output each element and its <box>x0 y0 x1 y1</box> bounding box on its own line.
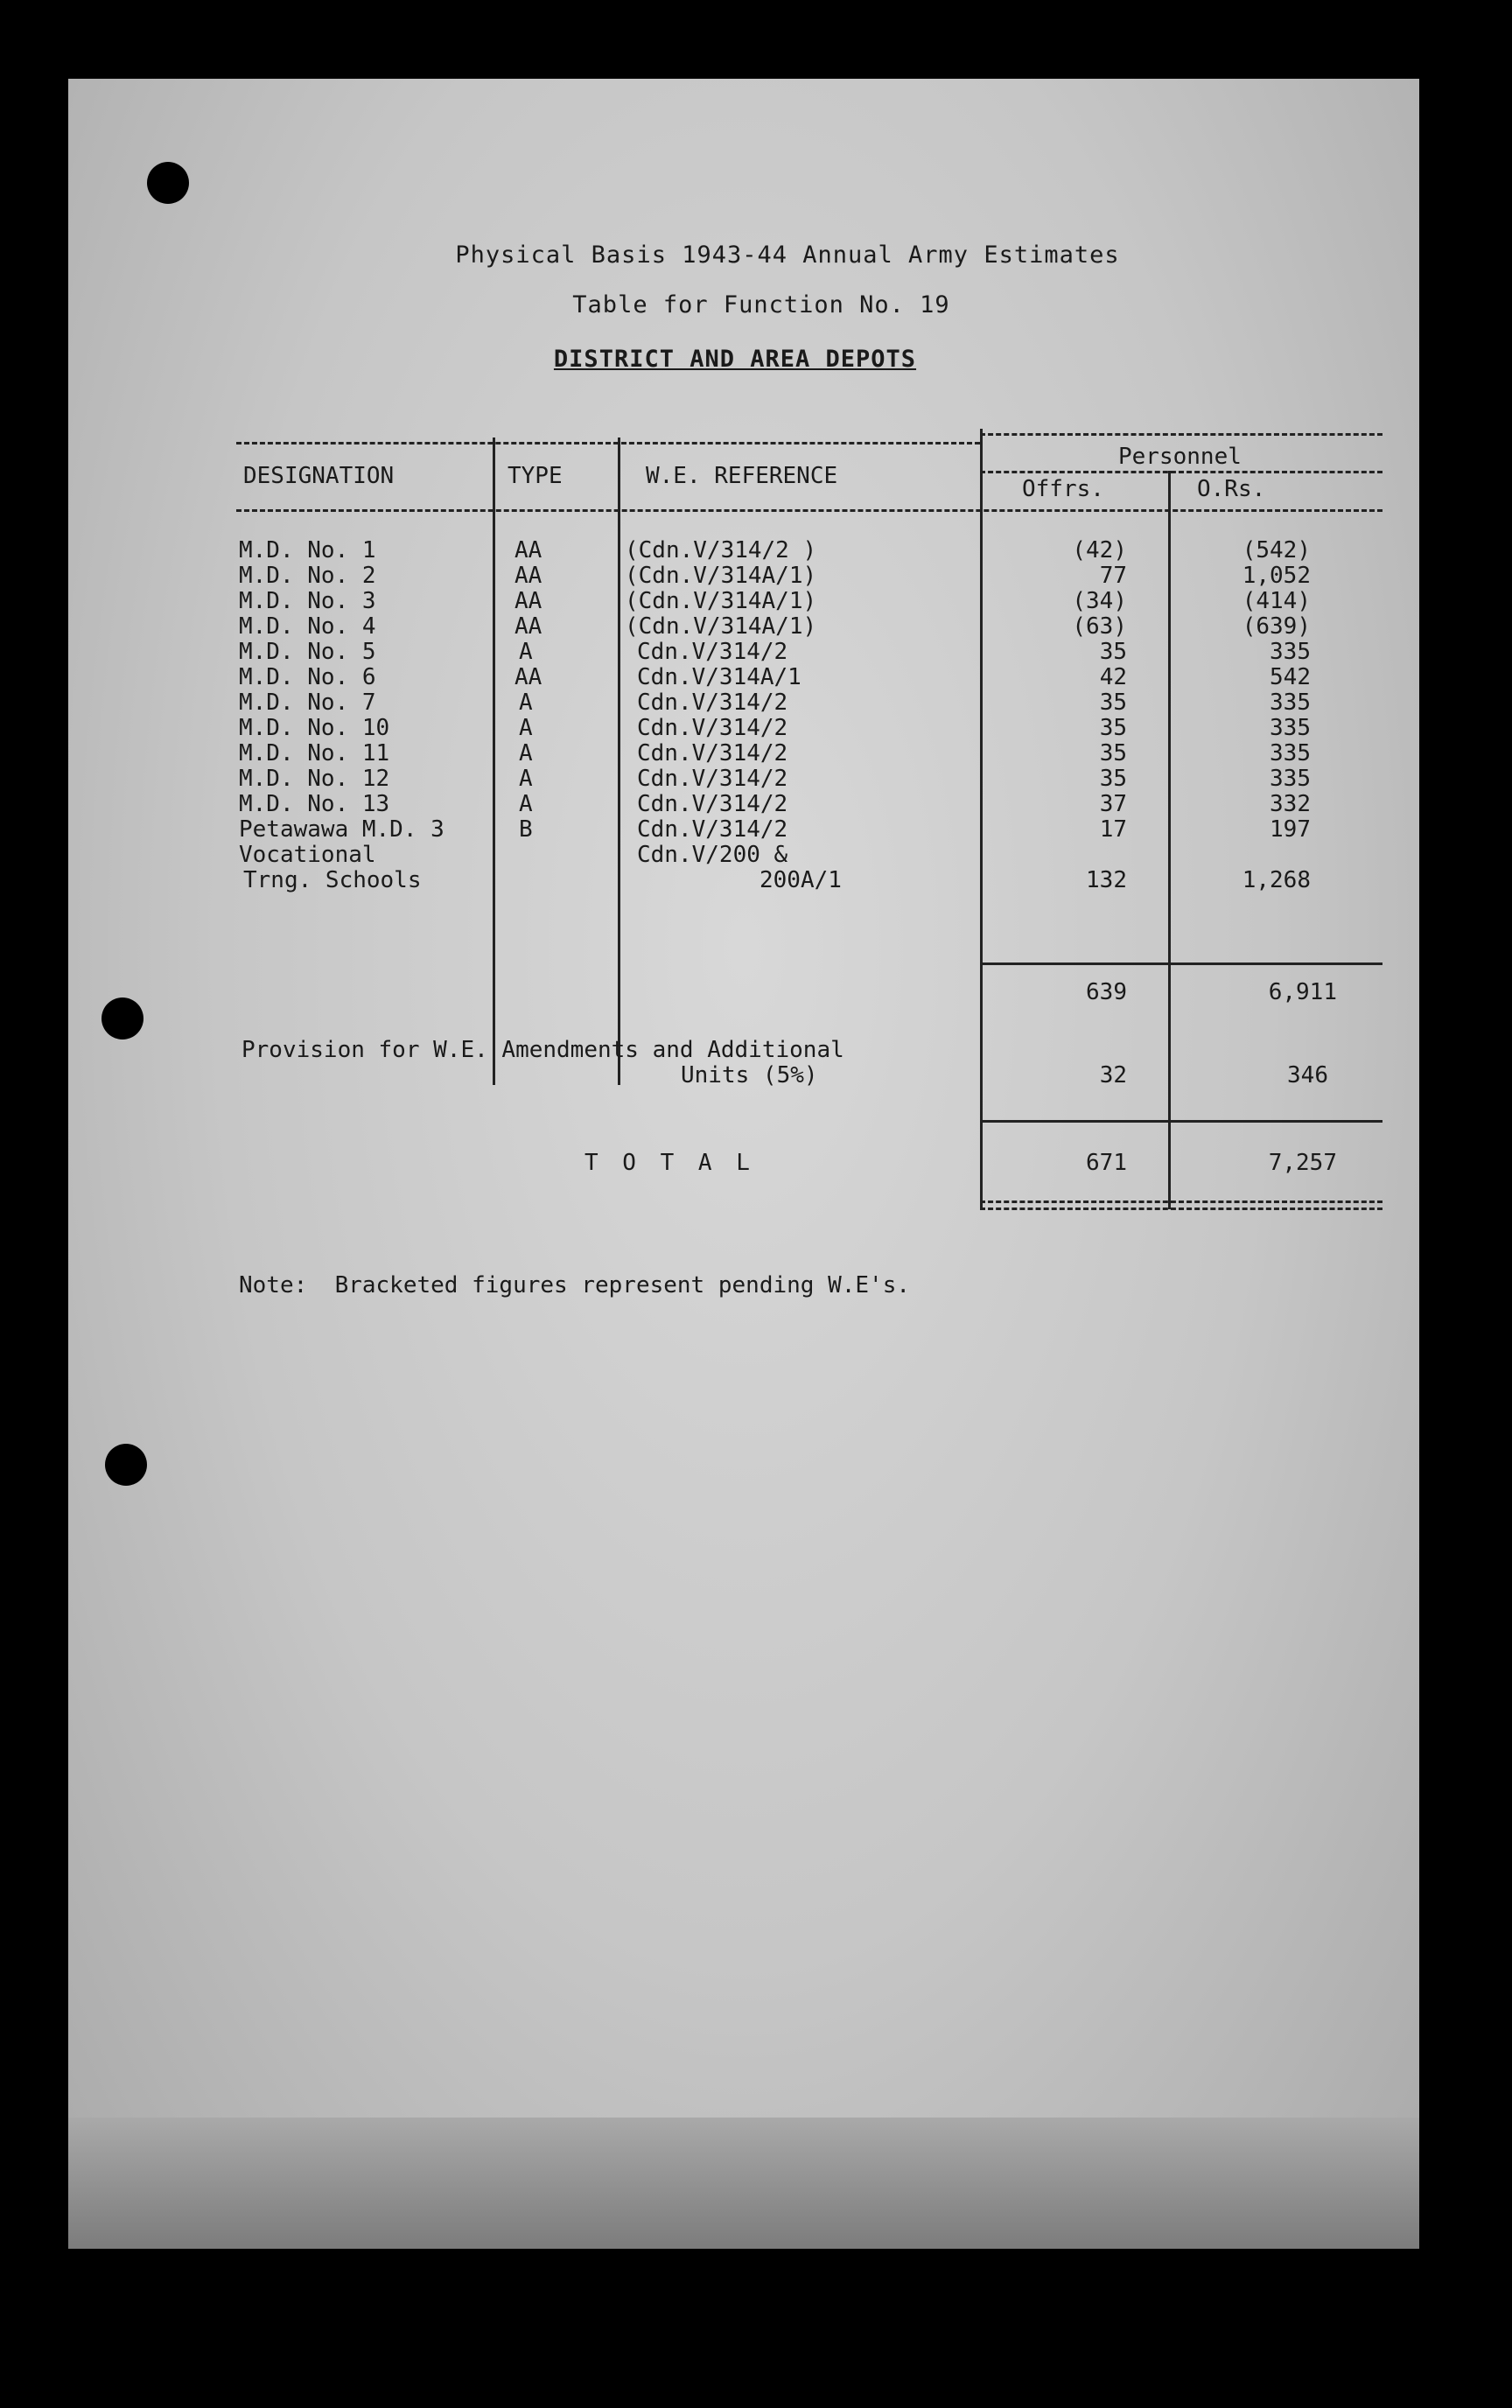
row-type: AA <box>514 588 542 614</box>
row-ors: (414) <box>1242 588 1311 614</box>
subtotal-rule <box>980 962 1382 965</box>
row-type: A <box>519 690 533 716</box>
row-offrs: (34) <box>1072 588 1127 614</box>
row-designation: M.D. No. 3 <box>239 588 376 614</box>
punch-hole-top <box>147 162 189 204</box>
row-type: A <box>519 791 533 817</box>
document-heading: DISTRICT AND AREA DEPOTS <box>553 346 917 373</box>
row-ors: 197 <box>1270 816 1311 843</box>
provision-ors: 346 <box>1287 1062 1328 1088</box>
row-offrs: 35 <box>1099 690 1127 716</box>
row-designation: M.D. No. 6 <box>239 664 376 690</box>
row-reference: (Cdn.V/314/2 ) <box>625 537 817 564</box>
row-offrs: 42 <box>1099 664 1127 690</box>
row-type: A <box>519 639 533 665</box>
row-type: AA <box>514 537 542 564</box>
row-offrs: (63) <box>1072 613 1127 640</box>
row-offrs: 77 <box>1099 563 1127 589</box>
row-designation: M.D. No. 7 <box>239 690 376 716</box>
document-note: Note: Bracketed figures represent pending W.E's. <box>239 1272 911 1298</box>
row-ors: 335 <box>1270 639 1311 665</box>
row-designation: M.D. No. 1 <box>239 537 376 564</box>
row-offrs: 35 <box>1099 715 1127 741</box>
row-designation: M.D. No. 5 <box>239 639 376 665</box>
row-designation: M.D. No. 13 <box>239 791 390 817</box>
row-designation: Petawawa M.D. 3 <box>239 816 444 843</box>
header-offrs: Offrs. <box>1022 476 1104 502</box>
row-reference: 200A/1 <box>760 867 842 893</box>
row-reference: Cdn.V/314/2 <box>637 690 788 716</box>
row-reference: Cdn.V/314A/1 <box>637 664 802 690</box>
row-ors: 332 <box>1270 791 1311 817</box>
row-reference: Cdn.V/314/2 <box>637 791 788 817</box>
row-type: A <box>519 715 533 741</box>
punch-hole-middle <box>102 998 144 1040</box>
table-top-rule-right <box>980 433 1382 436</box>
total-double-rule-2 <box>980 1208 1382 1210</box>
provision-label-line1: Provision for W.E. Amendments and Additional <box>242 1037 844 1063</box>
column-divider-ors <box>1168 471 1171 1209</box>
subtotal-ors: 6,911 <box>1268 979 1337 1005</box>
row-designation: M.D. No. 2 <box>239 563 376 589</box>
document-title: Physical Basis 1943-44 Annual Army Estimates <box>455 242 1120 269</box>
total-label: T O T A L <box>584 1150 755 1176</box>
row-reference: (Cdn.V/314A/1) <box>625 613 817 640</box>
row-offrs: 35 <box>1099 766 1127 792</box>
row-type: A <box>519 766 533 792</box>
row-ors: (542) <box>1242 537 1311 564</box>
row-ors: 335 <box>1270 715 1311 741</box>
total-offrs: 671 <box>1086 1150 1127 1176</box>
row-designation: M.D. No. 11 <box>239 740 390 766</box>
header-bottom-rule <box>236 509 1382 512</box>
row-ors: 1,052 <box>1242 563 1311 589</box>
row-offrs: 132 <box>1086 867 1127 893</box>
row-type: AA <box>514 613 542 640</box>
row-reference: (Cdn.V/314A/1) <box>625 563 817 589</box>
row-offrs: (42) <box>1072 537 1127 564</box>
provision-offrs: 32 <box>1099 1062 1127 1088</box>
row-ors: 1,268 <box>1242 867 1311 893</box>
provision-label-line2: Units (5%) <box>681 1062 818 1088</box>
total-double-rule-1 <box>980 1200 1382 1203</box>
row-type: A <box>519 740 533 766</box>
column-divider-reference <box>618 438 620 1085</box>
row-reference: Cdn.V/314/2 <box>637 740 788 766</box>
column-divider-personnel <box>980 429 983 1209</box>
table-top-rule <box>236 442 980 444</box>
row-designation: Trng. Schools <box>243 867 422 893</box>
header-personnel: Personnel <box>1118 444 1242 470</box>
row-ors: 335 <box>1270 740 1311 766</box>
document-subtitle: Table for Function No. 19 <box>572 291 950 318</box>
row-type: AA <box>514 563 542 589</box>
row-ors: 335 <box>1270 766 1311 792</box>
row-ors: (639) <box>1242 613 1311 640</box>
row-designation: M.D. No. 10 <box>239 715 390 741</box>
column-divider-type <box>493 438 495 1085</box>
header-ors: O.Rs. <box>1197 476 1266 502</box>
row-reference: Cdn.V/314/2 <box>637 715 788 741</box>
header-we-reference: W.E. REFERENCE <box>646 463 838 489</box>
row-offrs: 35 <box>1099 740 1127 766</box>
row-designation: M.D. No. 12 <box>239 766 390 792</box>
row-ors: 542 <box>1270 664 1311 690</box>
header-type: TYPE <box>508 463 563 489</box>
row-ors: 335 <box>1270 690 1311 716</box>
row-designation: M.D. No. 4 <box>239 613 376 640</box>
total-ors: 7,257 <box>1268 1150 1337 1176</box>
header-designation: DESIGNATION <box>243 463 395 489</box>
personnel-sub-rule <box>980 471 1382 473</box>
row-reference: Cdn.V/314/2 <box>637 816 788 843</box>
row-type: AA <box>514 664 542 690</box>
row-designation: Vocational <box>239 842 376 868</box>
row-offrs: 37 <box>1099 791 1127 817</box>
subtotal-offrs: 639 <box>1086 979 1127 1005</box>
row-reference: Cdn.V/314/2 <box>637 766 788 792</box>
scan-shadow-band <box>68 2118 1419 2249</box>
row-offrs: 35 <box>1099 639 1127 665</box>
total-rule <box>980 1120 1382 1123</box>
row-reference: (Cdn.V/314A/1) <box>625 588 817 614</box>
document-page <box>68 79 1419 2249</box>
row-reference: Cdn.V/200 & <box>637 842 788 868</box>
row-type: B <box>519 816 533 843</box>
punch-hole-bottom <box>105 1444 147 1486</box>
row-reference: Cdn.V/314/2 <box>637 639 788 665</box>
row-offrs: 17 <box>1099 816 1127 843</box>
